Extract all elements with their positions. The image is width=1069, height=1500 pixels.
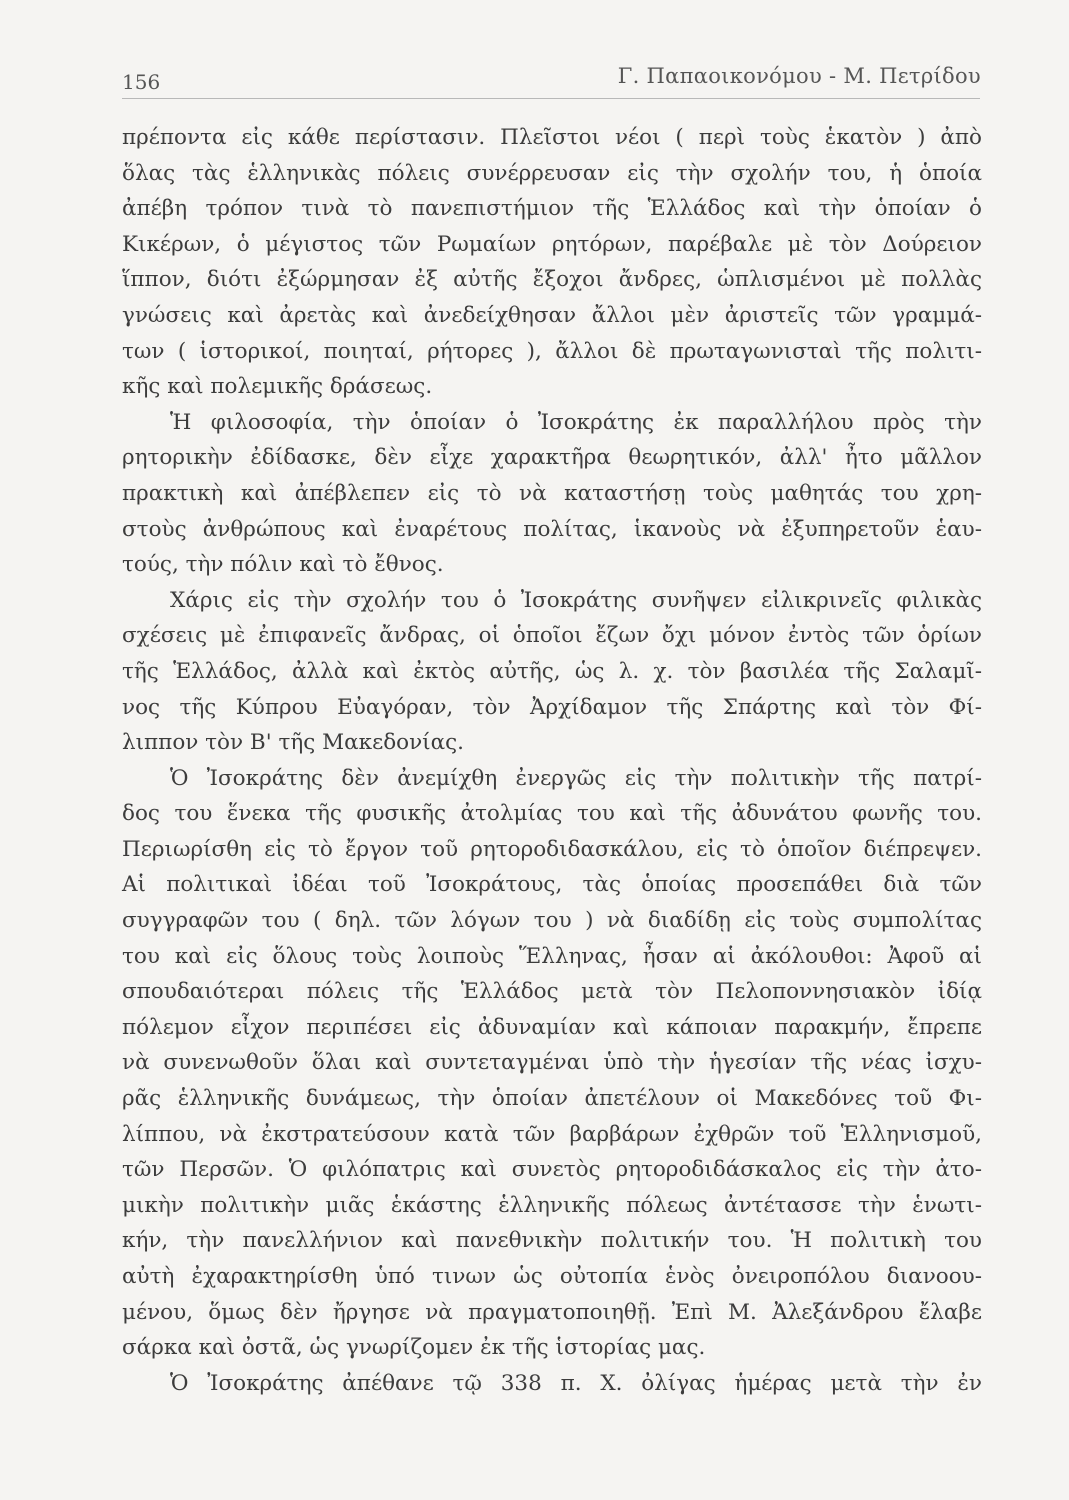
text-line: ἵππον, διότι ἐξώρμησαν ἐξ αὐτῆς ἔξοχοι ἄνδρες, ὡπλισμένοι μὲ πολλὰς — [122, 267, 982, 293]
text-line: μικὴν πολιτικὴν μιᾶς ἑκάστης ἑλληνικῆς πόλεως ἀντέτασσε τὴν ἑνωτι- — [122, 1192, 982, 1218]
text-line: λίππου, νὰ ἐκστρατεύσουν κατὰ τῶν βαρβάρων ἐχθρῶν τοῦ Ἑλληνισμοῦ, — [122, 1121, 982, 1147]
text-line: κῆς καὶ πολεμικῆς δράσεως. — [122, 374, 433, 400]
text-line: πρέποντα εἰς κάθε περίστασιν. Πλεῖστοι νέοι ( περὶ τοὺς ἑκατὸν ) ἀπὸ — [122, 125, 982, 150]
text-line: σάρκα καὶ ὀστᾶ, ὡς γνωρίζομεν ἐκ τῆς ἱστορίας μας. — [122, 1335, 706, 1361]
text-line: Ὁ Ἰσοκράτης ἀπέθανε τῷ 338 π. Χ. ὀλίγας ἡμέρας μετὰ τὴν ἐν — [170, 1370, 982, 1396]
text-line: σπουδαιότεραι πόλεις τῆς Ἑλλάδος μετὰ τὸν Πελοποννησιακὸν ἰδίᾳ — [122, 979, 982, 1005]
text-line: ὅλας τὰς ἑλληνικὰς πόλεις συνέρρευσαν εἰς τὴν σχολήν του, ἡ ὁποία — [122, 160, 982, 186]
text-line: αὐτὴ ἐχαρακτηρίσθη ὑπό τινων ὡς οὐτοπία ἑνὸς ὀνειροπόλου διανοου- — [122, 1264, 982, 1289]
text-line: νὰ συνενωθοῦν ὅλαι καὶ συντεταγμέναι ὑπὸ τὴν ἡγεσίαν τῆς νέας ἰσχυ- — [122, 1050, 982, 1076]
text-line: Αἱ πολιτικαὶ ἰδέαι τοῦ Ἰσοκράτους, τὰς ὁποίας προσεπάθει διὰ τῶν — [122, 872, 982, 898]
text-line: τῶν Περσῶν. Ὁ φιλόπατρις καὶ συνετὸς ρητοροδιδάσκαλος εἰς τὴν ἀτο- — [122, 1157, 982, 1183]
text-line: Χάρις εἰς τὴν σχολήν του ὁ Ἰσοκράτης συνῆψεν εἰλικρινεῖς φιλικὰς — [170, 587, 982, 613]
text-line: λιππον τὸν Β' τῆς Μακεδονίας. — [122, 730, 464, 756]
text-line: σχέσεις μὲ ἐπιφανεῖς ἄνδρας, οἱ ὁποῖοι ἔζων ὄχι μόνον ἐντὸς τῶν ὁρίων — [122, 623, 982, 649]
text-line: Κικέρων, ὁ μέγιστος τῶν Ρωμαίων ρητόρων, παρέβαλε μὲ τὸν Δούρειον — [122, 231, 982, 257]
text-line: τούς, τὴν πόλιν καὶ τὸ ἔθνος. — [122, 552, 444, 578]
page-number: 156 — [122, 70, 161, 94]
text-line: κήν, τὴν πανελλήνιον καὶ πανεθνικὴν πολιτικήν του. Ἡ πολιτικὴ του — [122, 1228, 982, 1254]
header-rule — [122, 98, 980, 99]
text-line: συγγραφῶν του ( δηλ. τῶν λόγων του ) νὰ διαδίδῃ εἰς τοὺς συμπολίτας — [122, 908, 982, 934]
text-line: νος τῆς Κύπρου Εὐαγόραν, τὸν Ἀρχίδαμον τῆς Σπάρτης καὶ τὸν Φί- — [122, 694, 982, 720]
text-line: ἀπέβη τρόπον τινὰ τὸ πανεπιστήμιον τῆς Ἑλλάδος καὶ τὴν ὁποίαν ὁ — [122, 196, 982, 222]
text-line: Ὁ Ἰσοκράτης δὲν ἀνεμίχθη ἐνεργῶς εἰς τὴν πολιτικὴν τῆς πατρί- — [170, 765, 982, 791]
text-line: του καὶ εἰς ὅλους τοὺς λοιποὺς Ἕλληνας, ἦσαν αἱ ἀκόλουθοι: Ἀφοῦ αἱ — [122, 943, 982, 969]
text-line: των ( ἱστορικοί, ποιηταί, ρήτορες ), ἄλλοι δὲ πρωταγωνισταὶ τῆς πολιτι- — [122, 338, 982, 364]
text-line: δος του ἕνεκα τῆς φυσικῆς ἀτολμίας του καὶ τῆς ἀδυνάτου φωνῆς του. — [122, 801, 982, 827]
text-line: ρητορικὴν ἐδίδασκε, δὲν εἶχε χαρακτῆρα θεωρητικόν, ἀλλ' ἦτο μᾶλλον — [122, 445, 982, 471]
text-line: πόλεμον εἶχον περιπέσει εἰς ἀδυναμίαν καὶ κάποιαν παρακμήν, ἔπρεπε — [122, 1014, 982, 1040]
text-line: Περιωρίσθη εἰς τὸ ἔργον τοῦ ρητοροδιδασκάλου, εἰς τὸ ὁποῖον διέπρεψεν. — [122, 836, 982, 862]
text-line: τῆς Ἑλλάδος, ἀλλὰ καὶ ἐκτὸς αὐτῆς, ὡς λ. χ. τὸν βασιλέα τῆς Σαλαμῖ- — [122, 658, 982, 684]
running-title: Γ. Παπαοικονόμου - Μ. Πετρίδου — [617, 64, 981, 88]
body-text — [122, 120, 982, 1401]
text-line: στοὺς ἀνθρώπους καὶ ἐναρέτους πολίτας, ἱκανοὺς νὰ ἐξυπηρετοῦν ἑαυ- — [122, 516, 982, 542]
text-line: γνώσεις καὶ ἀρετὰς καὶ ἀνεδείχθησαν ἄλλοι μὲν ἀριστεῖς τῶν γραμμά- — [122, 302, 982, 328]
text-line: μένου, ὅμως δὲν ἤργησε νὰ πραγματοποιηθῇ. Ἐπὶ Μ. Ἀλεξάνδρου ἔλαβε — [122, 1299, 982, 1325]
text-line: ρᾶς ἑλληνικῆς δυνάμεως, τὴν ὁποίαν ἀπετέλουν οἱ Μακεδόνες τοῦ Φι- — [122, 1086, 982, 1112]
text-line: πρακτικὴ καὶ ἀπέβλεπεν εἰς τὸ νὰ καταστήσῃ τοὺς μαθητάς του χρη- — [122, 480, 982, 506]
text-line: Ἡ φιλοσοφία, τὴν ὁποίαν ὁ Ἰσοκράτης ἐκ παραλλήλου πρὸς τὴν — [170, 409, 982, 435]
